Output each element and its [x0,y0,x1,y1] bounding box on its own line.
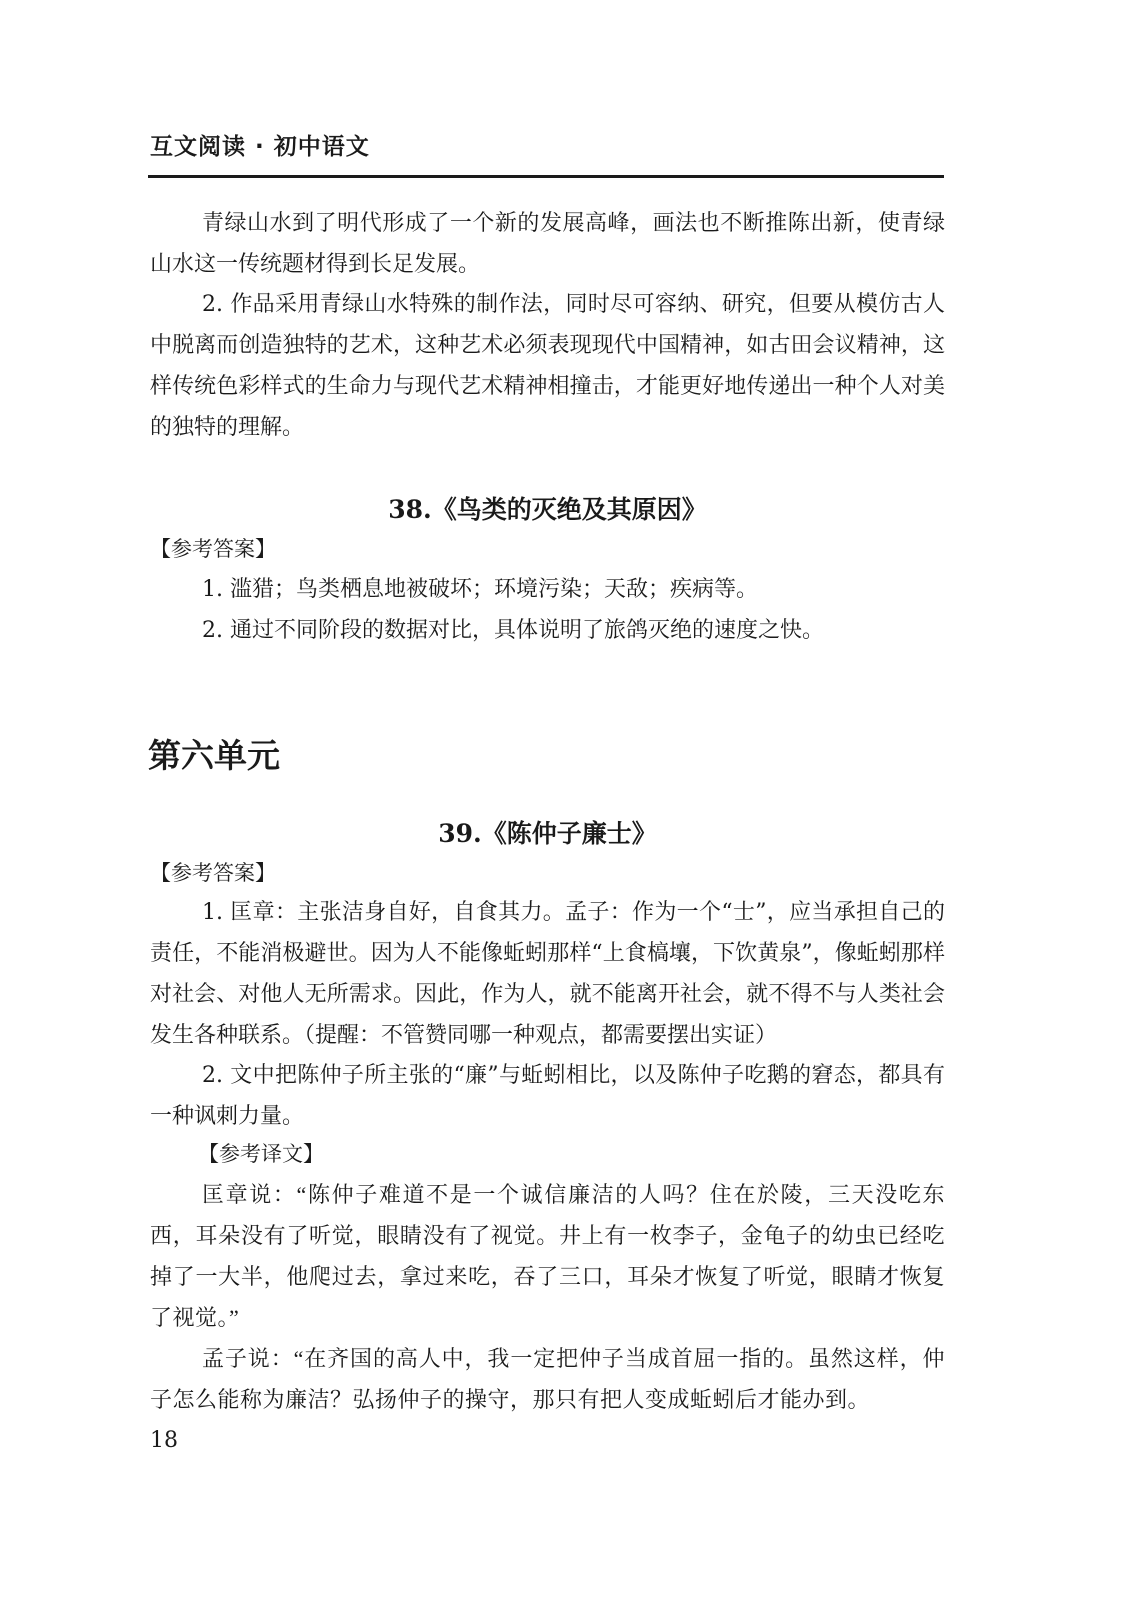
section-38-title: 38.《鸟类的灭绝及其原因》 [388,495,707,524]
header-rule [148,175,944,178]
unit-title: 第六单元 [148,736,280,775]
section-39-translation-1: 匡章说：“陈仲子难道不是一个诚信廉洁的人吗？住在於陵，三天没吃东西，耳朵没有了听觉，眼睛没有了视觉。井上有一枚李子，金龟子的幼虫已经吃掉了一大半，他爬过去，拿过来吃，吞了三口，耳朵才恢复了听觉，眼睛才恢复了视觉。” [150,1182,945,1330]
section-38-answer-2: 2. 通过不同阶段的数据对比，具体说明了旅鸽灭绝的速度之快。 [202,618,824,643]
section-39-title: 39.《陈仲子廉士》 [438,819,657,848]
page-number: 18 [150,1428,178,1453]
section-39-answer-1: 1. 匡章：主张洁身自好，自食其力。孟子：作为一个“士”，应当承担自己的责任，不能消极避世。因为人不能像蚯蚓那样“上食槁壤，下饮黄泉”，像蚯蚓那样对社会、对他人无所需求。因此，作为人，就不能离开社会，就不得不与人类社会发生各种联系。（提醒：不管赞同哪一种观点，都需要摆出实证） [150,900,945,1048]
paragraph-37-item-2: 2. 作品采用青绿山水特殊的制作法，同时尽可容纳、研究，但要从模仿古人中脱离而创造独特的艺术，这种艺术必须表现现代中国精神，如古田会议精神，这样传统色彩样式的生命力与现代艺术精神相撞击，才能更好地传递出一种个人对美的独特的理解。 [150,292,945,440]
paragraph-37-continued: 青绿山水到了明代形成了一个新的发展高峰，画法也不断推陈出新，使青绿山水这一传统题材得到长足发展。 [150,211,945,277]
section-39-translation-2: 孟子说：“在齐国的高人中，我一定把仲子当成首屈一指的。虽然这样，仲子怎么能称为廉洁？弘扬仲子的操守，那只有把人变成蚯蚓后才能办到。 [150,1346,945,1412]
section-38-answer-1: 1. 滥猎；鸟类栖息地被破坏；环境污染；天敌；疾病等。 [202,577,758,602]
section-38-answer-label: 【参考答案】 [150,537,276,561]
running-header: 互文阅读 · 初中语文 [150,134,370,160]
section-39-translation-label: 【参考译文】 [198,1142,324,1166]
section-39-answer-2: 2. 文中把陈仲子所主张的“廉”与蚯蚓相比，以及陈仲子吃鹅的窘态，都具有一种讽刺力量。 [150,1063,945,1129]
section-39-answer-label: 【参考答案】 [150,861,276,885]
